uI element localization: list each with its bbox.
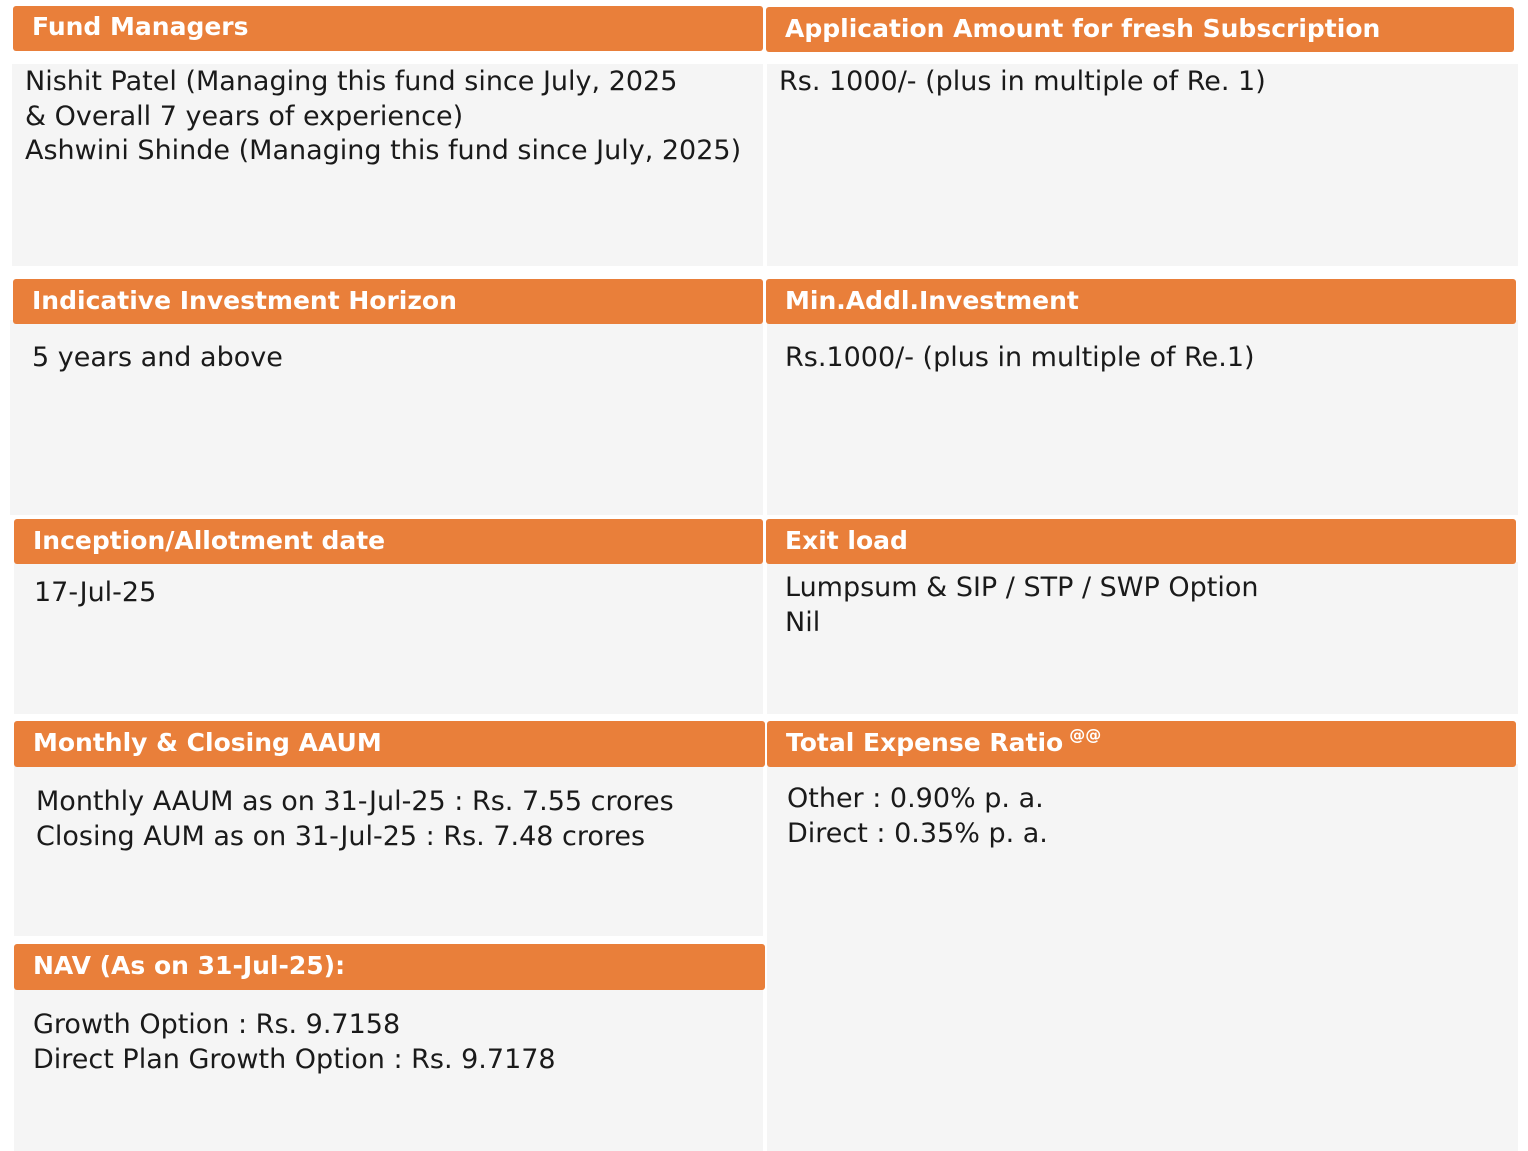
- application-amount-header: Application Amount for fresh Subscription: [766, 7, 1514, 52]
- investment-horizon-header: Indicative Investment Horizon: [13, 279, 763, 324]
- inception-date-line: 17-Jul-25: [34, 577, 157, 608]
- application-amount-line: Rs. 1000/- (plus in multiple of Re. 1): [779, 66, 1266, 97]
- exit-load-line: Nil: [785, 606, 821, 638]
- nav-line: Growth Option : Rs. 9.7158: [33, 1009, 401, 1040]
- inception-date-header: Inception/Allotment date: [14, 519, 763, 564]
- fund-manager-line: Ashwini Shinde (Managing this fund since July, 2025): [25, 135, 742, 166]
- nav-header: NAV (As on 31-Jul-25):: [14, 944, 765, 990]
- fund-managers-text: [25, 65, 741, 169]
- fund-manager-line: Nishit Patel (Managing this fund since July, 2025: [25, 66, 678, 97]
- expense-ratio-text: [787, 782, 1048, 851]
- exit-load-header: Exit load: [766, 519, 1516, 564]
- expense-ratio-header: [767, 721, 1516, 767]
- exit-load-line: Lumpsum & SIP / STP / SWP Option: [785, 572, 1259, 603]
- aaum-header: Monthly & Closing AAUM: [14, 721, 765, 767]
- investment-horizon-text: [32, 341, 283, 376]
- expense-ratio-line: Direct : 0.35% p. a.: [787, 817, 1048, 849]
- fund-manager-line: & Overall 7 years of experience): [25, 100, 464, 132]
- expense-ratio-title: Total Expense Ratio: [786, 728, 1064, 757]
- expense-ratio-line: Other : 0.90% p. a.: [787, 783, 1044, 814]
- min-addl-investment-text: [785, 341, 1255, 376]
- investment-horizon-line: 5 years and above: [32, 342, 283, 373]
- aaum-line: Closing AUM as on 31-Jul-25 : Rs. 7.48 crores: [36, 820, 646, 852]
- aaum-line: Monthly AAUM as on 31-Jul-25 : Rs. 7.55 crores: [36, 786, 674, 817]
- inception-date-text: [34, 576, 156, 611]
- expense-ratio-superscript: @@: [1069, 725, 1102, 744]
- application-amount-text: [779, 65, 1266, 100]
- min-addl-investment-header: Min.Addl.Investment: [766, 279, 1516, 324]
- nav-line: Direct Plan Growth Option : Rs. 9.7178: [33, 1043, 556, 1075]
- aaum-text: [36, 785, 674, 854]
- min-addl-investment-line: Rs.1000/- (plus in multiple of Re.1): [785, 342, 1255, 373]
- exit-load-text: [785, 571, 1258, 640]
- nav-text: [33, 1008, 556, 1077]
- fund-managers-header: Fund Managers: [13, 6, 763, 51]
